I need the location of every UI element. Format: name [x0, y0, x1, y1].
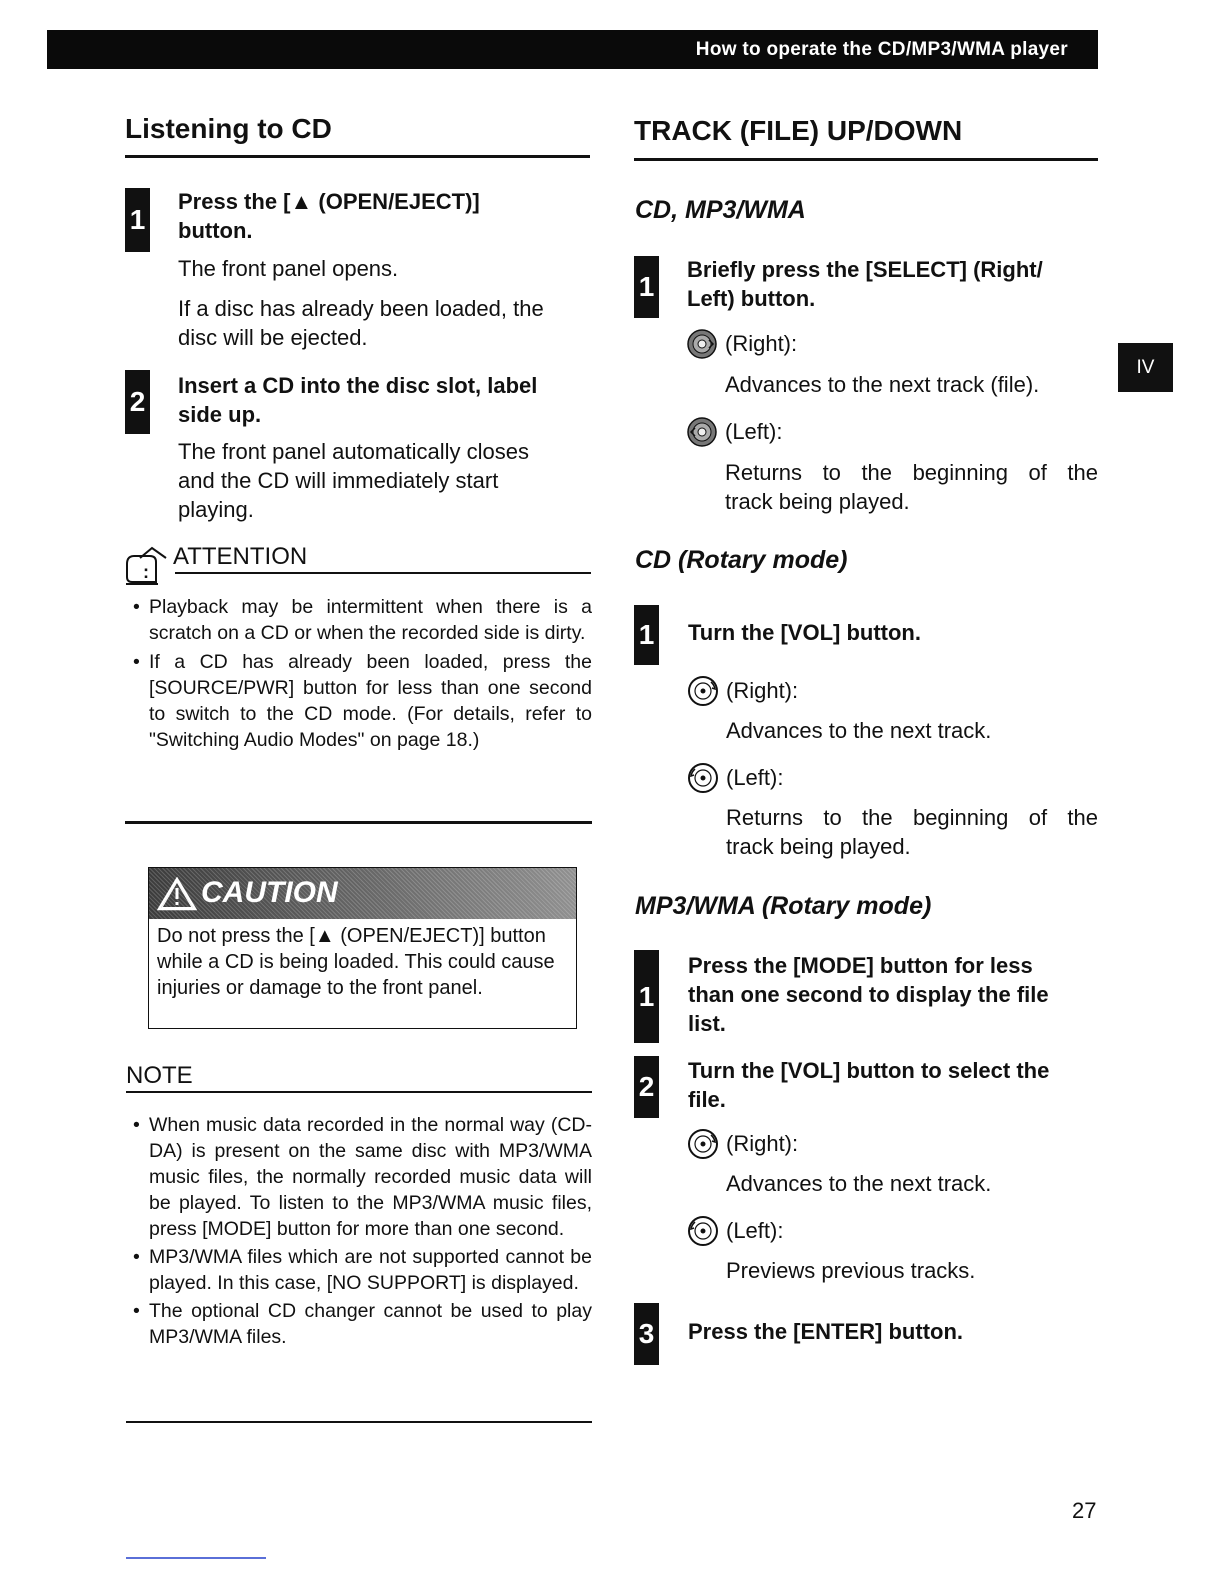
list-item: • When music data recorded in the normal way (CD-DA) is present on the same disc with MP3/WMA music files, the normally recorded music data will be played. To listen to the MP3/WMA music files, press [MODE] button for more than one second. [127, 1112, 592, 1242]
section-title: CD, MP3/WMA [635, 196, 806, 224]
list-item: • MP3/WMA files which are not supported cannot be played. In this case, [NO SUPPORT] is displayed. [127, 1244, 592, 1296]
caution-label: CAUTION [201, 876, 338, 909]
header-bar [47, 30, 1098, 69]
vol-knob-right-icon [688, 676, 718, 706]
right-direction: (Right): [688, 1129, 798, 1159]
step-badge: 1 [125, 188, 150, 252]
svg-text::: : [143, 562, 149, 582]
step-text: The front panel opens. [178, 256, 399, 281]
left-heading-rule [125, 155, 590, 158]
step-title: Press the [▲ (OPEN/EJECT)] button. [178, 189, 480, 243]
right-heading-rule [634, 158, 1098, 161]
attention-icon [124, 544, 174, 591]
page-number: 27 [1072, 1498, 1097, 1523]
step-title: Briefly press the [SELECT] (Right/ Left) button. [687, 257, 1043, 311]
note-end-rule [126, 1421, 592, 1423]
caution-text: Do not press the [▲ (OPEN/EJECT)] button while a CD is being loaded. This could cause injuries or damage to the front panel. [157, 925, 555, 999]
list-item: • The optional CD changer cannot be used to play MP3/WMA files. [127, 1298, 592, 1350]
step-text: If a disc has already been loaded, the disc will be ejected. [178, 296, 544, 350]
select-knob-left-icon [687, 417, 717, 447]
step-badge: 3 [634, 1303, 659, 1365]
chapter-tab [1118, 343, 1173, 392]
attention-list [127, 594, 592, 753]
header-title: How to operate the CD/MP3/WMA player [695, 39, 1068, 60]
right-direction: (Right): [687, 329, 797, 359]
direction-text: Advances to the next track. [726, 718, 992, 743]
chapter-tab-label: IV [1136, 356, 1155, 378]
step-title: Turn the [VOL] button to select the file. [688, 1058, 1050, 1112]
attention-rule [175, 572, 591, 574]
note-label: NOTE [126, 1062, 193, 1089]
step-badge: 1 [634, 605, 659, 665]
section-title: MP3/WMA (Rotary mode) [635, 892, 932, 920]
caution-header [149, 868, 576, 919]
left-direction: (Left): [688, 1216, 783, 1246]
direction-text: Previews previous tracks. [726, 1258, 976, 1283]
eject-icon: ▲ [290, 189, 313, 214]
direction-text: Advances to the next track (file). [725, 372, 1040, 397]
vol-knob-left-icon [688, 1216, 718, 1246]
left-direction: (Left): [688, 763, 783, 793]
list-item: • Playback may be intermittent when there is a scratch on a CD or when the recorded side is dirty. [127, 594, 592, 646]
direction-text: Returns to the beginning of the track being played. [726, 805, 1098, 859]
attention-end-rule [125, 821, 592, 824]
step-badge: 2 [634, 1056, 659, 1118]
warning-triangle-icon [157, 877, 197, 911]
right-heading: TRACK (FILE) UP/DOWN [634, 115, 963, 146]
left-direction: (Left): [687, 417, 782, 447]
section-title: CD (Rotary mode) [635, 546, 848, 574]
step-title: Press the [ENTER] button. [688, 1319, 964, 1344]
step-title: Insert a CD into the disc slot, label side up. [178, 373, 538, 427]
step-badge: 2 [125, 370, 150, 434]
caution-box [148, 867, 577, 1029]
vol-knob-right-icon [688, 1129, 718, 1159]
step-title: Turn the [VOL] button. [688, 620, 921, 645]
note-rule [126, 1091, 592, 1093]
step-badge: 1 [634, 256, 659, 318]
footer-rule [126, 1557, 266, 1559]
left-heading: Listening to CD [125, 113, 332, 144]
vol-knob-left-icon [688, 763, 718, 793]
step-badge: 1 [634, 950, 659, 1043]
list-item: • If a CD has already been loaded, press the [SOURCE/PWR] button for less than one second to switch to the CD mode. (For details, refer to "Switching Audio Modes" on page 18.) [127, 649, 592, 753]
right-direction: (Right): [688, 676, 798, 706]
attention-label: ATTENTION [173, 543, 308, 570]
direction-text: Advances to the next track. [726, 1171, 992, 1196]
eject-icon: ▲ [314, 925, 335, 947]
step-title: Press the [MODE] button for less than one second to display the file list. [688, 953, 1049, 1036]
step-text: The front panel automatically closes and the CD will immediately start playing. [178, 439, 529, 522]
select-knob-right-icon [687, 329, 717, 359]
direction-text: Returns to the beginning of the track being played. [725, 460, 1098, 514]
note-list [127, 1112, 592, 1350]
